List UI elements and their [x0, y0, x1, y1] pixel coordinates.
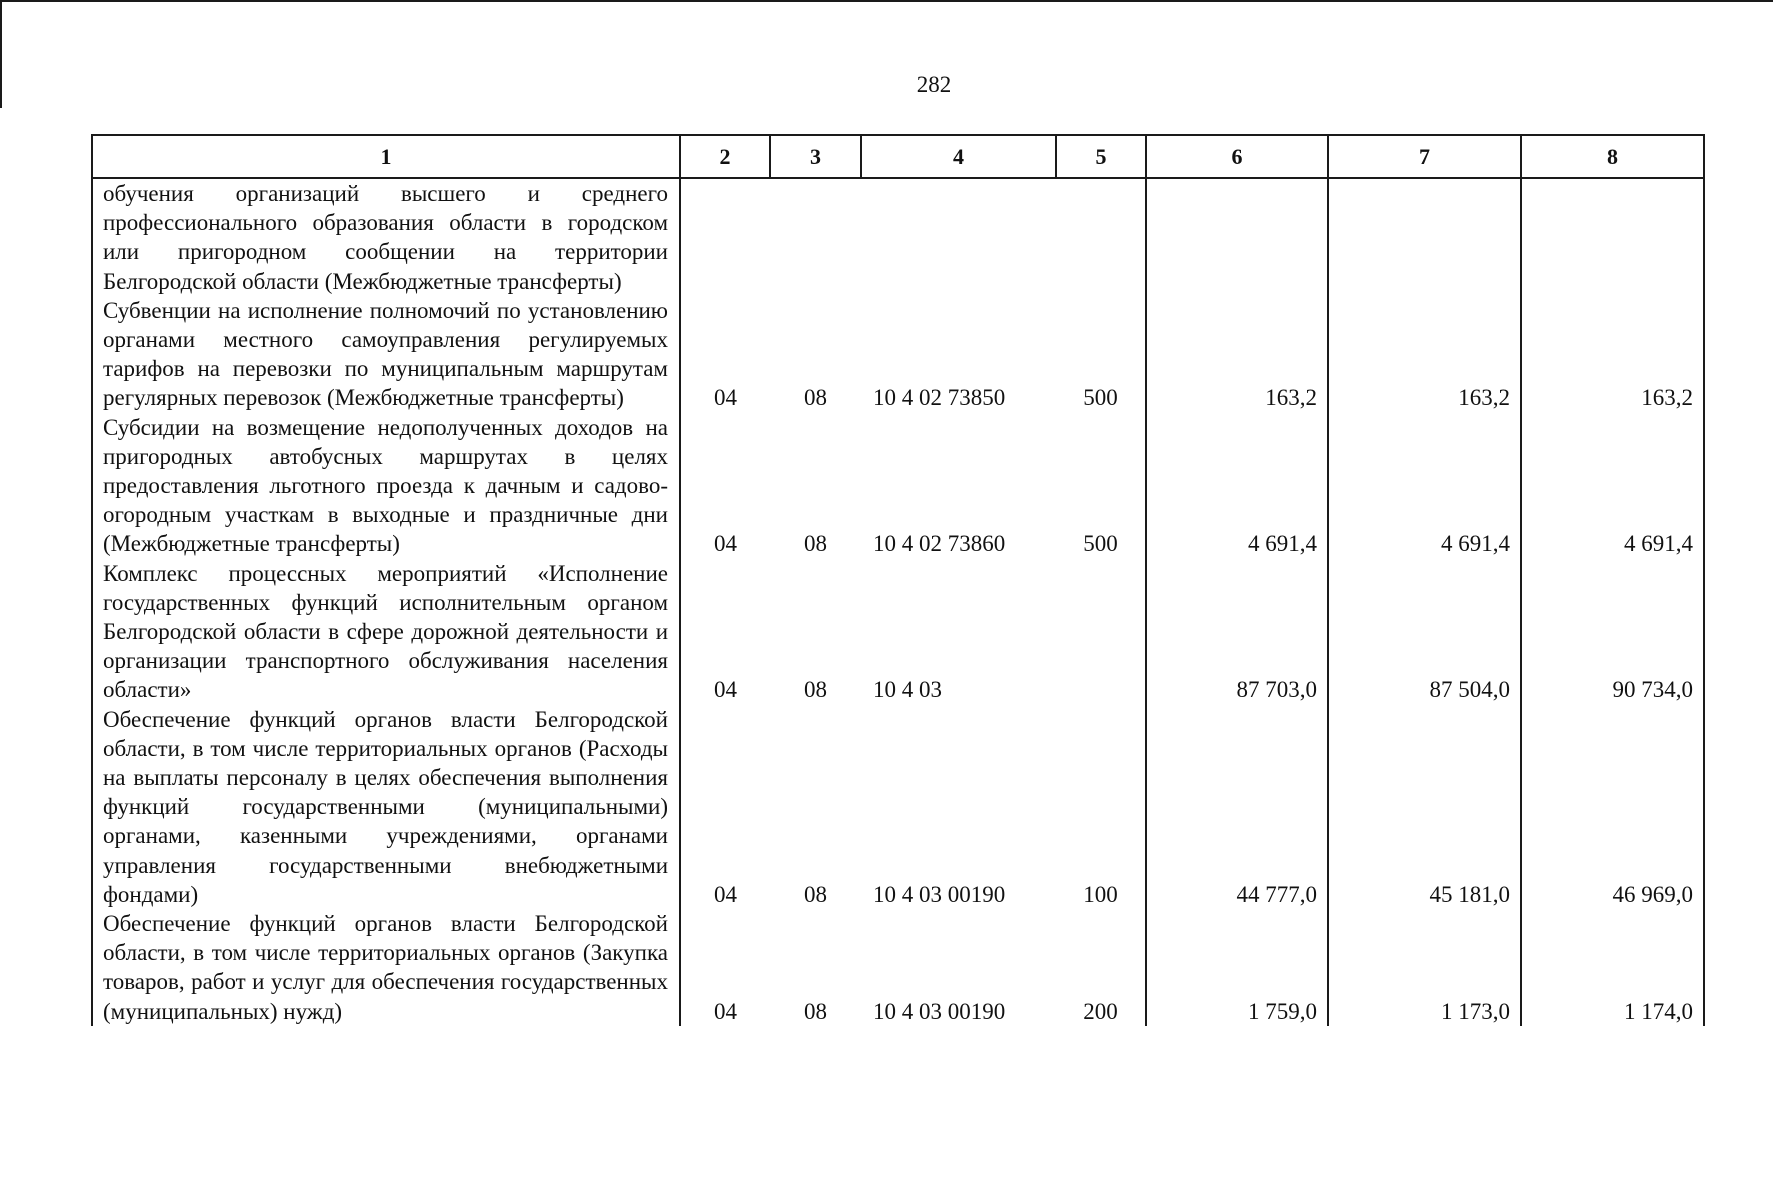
cell-section: 04	[680, 559, 770, 705]
column-header-6: 6	[1146, 135, 1328, 178]
cell-amount-6: 44 777,0	[1146, 705, 1328, 909]
budget-table	[91, 134, 1705, 1026]
cell-subsection: 08	[804, 881, 827, 907]
cell-amount-8	[1521, 178, 1704, 296]
table-row	[92, 413, 1704, 559]
cell-subsection	[770, 178, 861, 296]
cell-section: 04	[680, 296, 770, 413]
cell-subsection: 08	[804, 385, 827, 411]
cell-subsection: 08	[804, 531, 827, 557]
cell-amount-7: 163,2	[1328, 296, 1521, 413]
cell-expense-type	[1056, 559, 1146, 705]
column-header-8: 8	[1521, 135, 1704, 178]
cell-expense-type: 500	[1056, 296, 1146, 413]
cell-target-code	[861, 178, 1056, 296]
cell-amount-7: 87 504,0	[1328, 559, 1521, 705]
cell-amount-8: 4 691,4	[1521, 413, 1704, 559]
row-description: Субсидии на возмещение недополученных доходов на пригородных автобусных маршрутах в целях предоставления льготного проезда к дачным и садово-огородным участкам в выходные и праздничные дни (Межбюджетные трансферты)	[92, 413, 680, 559]
cell-target-code: 10 4 03 00190	[873, 881, 1006, 907]
cell-amount-8: 90 734,0	[1521, 559, 1704, 705]
column-header-5: 5	[1056, 135, 1146, 178]
header-row	[92, 135, 1704, 178]
cell-expense-type: 100	[1056, 705, 1146, 909]
cell-target-code: 10 4 02 73850	[873, 385, 1006, 411]
cell-amount-8: 163,2	[1521, 296, 1704, 413]
cell-amount-6: 163,2	[1146, 296, 1328, 413]
cell-amount-6: 87 703,0	[1146, 559, 1328, 705]
cell-section	[680, 178, 770, 296]
cell-amount-7: 4 691,4	[1328, 413, 1521, 559]
cell-expense-type: 500	[1056, 413, 1146, 559]
cell-amount-7: 1 173,0	[1328, 909, 1521, 1026]
cell-amount-6: 1 759,0	[1146, 909, 1328, 1026]
table-row	[92, 178, 1704, 296]
cell-subsection: 08	[804, 998, 827, 1024]
table-row	[92, 705, 1704, 909]
column-header-1: 1	[92, 135, 680, 178]
scan-border-top	[0, 0, 1773, 2]
table-row	[92, 909, 1704, 1026]
cell-section: 04	[680, 705, 770, 909]
cell-target-code: 10 4 02 73860	[873, 531, 1006, 557]
cell-target-code: 10 4 03 00190	[873, 998, 1006, 1024]
cell-expense-type: 200	[1056, 909, 1146, 1026]
table-row	[92, 296, 1704, 413]
cell-amount-8: 46 969,0	[1521, 705, 1704, 909]
cell-section: 04	[680, 909, 770, 1026]
cell-amount-6	[1146, 178, 1328, 296]
cell-section: 04	[680, 413, 770, 559]
row-description: Обеспечение функций органов власти Белгородской области, в том числе территориальных органов (Расходы на выплаты персоналу в целях обеспечения выполнения функций государственными (муниципальными) органами, казенными учреждениями, органами управления государственными внебюджетными фондами)	[92, 705, 680, 909]
column-header-7: 7	[1328, 135, 1521, 178]
column-header-2: 2	[680, 135, 770, 178]
cell-amount-7	[1328, 178, 1521, 296]
row-description: Комплекс процессных мероприятий «Исполнение государственных функций исполнительным органом Белгородской области в сфере дорожной деятельности и организации транспортного обслуживания населения области»	[92, 559, 680, 705]
cell-amount-8: 1 174,0	[1521, 909, 1704, 1026]
cell-target-code: 10 4 03	[873, 677, 942, 703]
column-header-4: 4	[861, 135, 1056, 178]
row-description: Субвенции на исполнение полномочий по установлению органами местного самоуправления регулируемых тарифов на перевозки по муниципальным маршрутам регулярных перевозок (Межбюджетные трансферты)	[92, 296, 680, 413]
page-number: 282	[916, 72, 952, 97]
row-description: Обеспечение функций органов власти Белгородской области, в том числе территориальных органов (Закупка товаров, работ и услуг для обеспечения государственных (муниципальных) нужд)	[92, 909, 680, 1026]
cell-subsection: 08	[804, 677, 827, 703]
column-header-3: 3	[770, 135, 861, 178]
cell-amount-7: 45 181,0	[1328, 705, 1521, 909]
cell-expense-type	[1056, 178, 1146, 296]
table-row	[92, 559, 1704, 705]
row-description: обучения организаций высшего и среднего профессионального образования области в городском или пригородном сообщении на территории Белгородской области (Межбюджетные трансферты)	[92, 178, 680, 296]
cell-amount-6: 4 691,4	[1146, 413, 1328, 559]
